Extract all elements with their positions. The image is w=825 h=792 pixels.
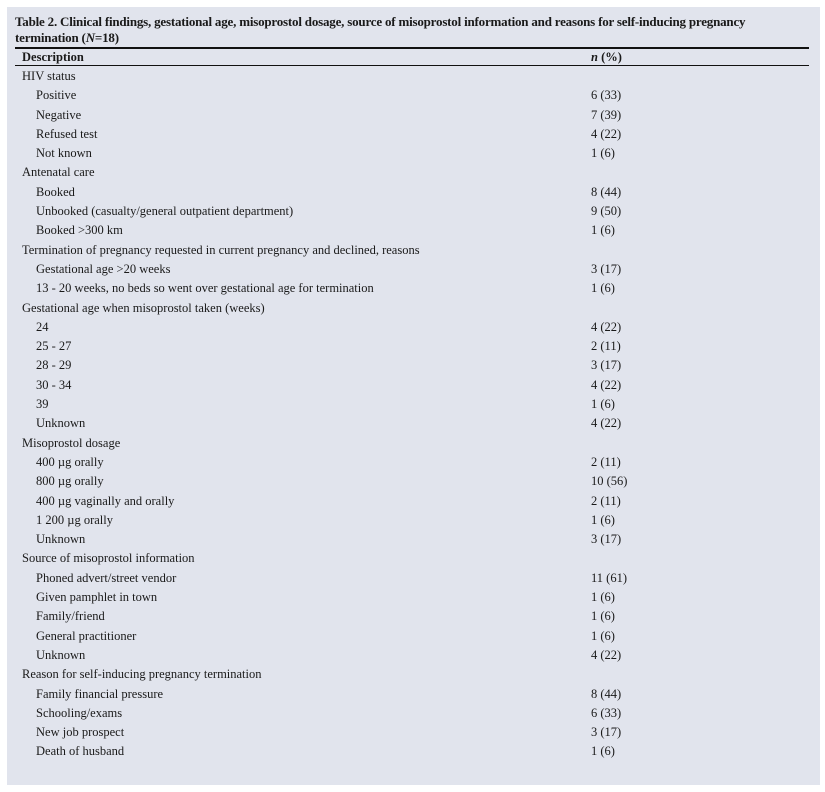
table-row [0,414,825,433]
header-pct: (%) [597,50,622,64]
row-value: 2 (11) [591,339,621,354]
row-label: Family financial pressure [36,686,164,701]
row-label: Schooling/exams [36,705,123,720]
table-row [0,356,825,375]
row-value: 1 (6) [591,744,615,759]
row-value: 1 (6) [591,281,615,296]
table-row [0,704,825,723]
table-row [0,221,825,240]
row-label: Given pamphlet in town [36,590,158,605]
table-category-row [0,665,825,684]
row-value: 4 (22) [591,647,622,662]
row-label: 25 - 27 [36,339,72,354]
row-value: 8 (44) [591,686,622,701]
table-row [0,646,825,665]
row-value: 1 (6) [591,609,615,624]
row-value: 3 (17) [591,358,622,373]
table-row [0,125,825,144]
row-label: Termination of pregnancy requested in current pregnancy and declined, reasons [22,242,420,257]
row-value: 6 (33) [591,88,622,103]
row-value: 7 (39) [591,107,622,122]
header-n: n [591,50,598,64]
row-value: 3 (17) [591,532,622,547]
table-category-row [0,549,825,568]
table-row [0,202,825,221]
row-label: Family/friend [36,609,105,624]
table-row [0,453,825,472]
row-value: 3 (17) [591,725,622,740]
table-row [0,492,825,511]
table-row [0,318,825,337]
row-label: Unbooked (casualty/general outpatient department) [36,204,294,219]
row-label: Gestational age when misoprostol taken (weeks) [22,300,265,315]
header-n-pct [591,49,622,65]
table-row [0,607,825,626]
table-row [0,685,825,704]
row-label: Not known [36,146,92,161]
table-row [0,86,825,105]
row-value: 1 (6) [591,590,615,605]
row-label: Death of husband [36,744,125,759]
row-value: 4 (22) [591,126,622,141]
table-row [0,260,825,279]
row-value: 11 (61) [591,570,627,585]
table-row [0,106,825,125]
header-top-rule [15,47,809,49]
table-row [0,395,825,414]
row-label: Unknown [36,416,86,431]
row-value: 1 (6) [591,146,615,161]
row-label: Positive [36,88,77,103]
table-title [15,14,805,46]
title-n: N [85,30,95,45]
row-label: Unknown [36,647,86,662]
row-value: 8 (44) [591,184,622,199]
row-label: Booked >300 km [36,223,123,238]
table-category-row [0,299,825,318]
table-row [0,144,825,163]
row-label: Refused test [36,126,98,141]
row-value: 6 (33) [591,705,622,720]
row-label: Gestational age >20 weeks [36,261,171,276]
table-row [0,183,825,202]
row-label: HIV status [22,69,76,83]
table-row [0,279,825,298]
header-description: Description [22,50,84,64]
row-label: Misoprostol dosage [22,435,121,450]
row-value: 1 (6) [591,397,615,412]
table-row [0,569,825,588]
row-label: New job prospect [36,725,125,740]
title-end: =18) [94,30,119,45]
row-label: Antenatal care [22,165,95,180]
row-value: 1 (6) [591,628,615,643]
row-value: 1 (6) [591,223,615,238]
row-value: 3 (17) [591,261,622,276]
row-label: 28 - 29 [36,358,72,373]
row-value: 10 (56) [591,474,628,489]
table-row [0,337,825,356]
row-label: 800 µg orally [36,474,104,489]
table-row [0,723,825,742]
table-row [0,376,825,395]
table-category-row [0,163,825,182]
table-row [0,511,825,530]
table-row [0,472,825,491]
row-value: 9 (50) [591,204,622,219]
row-label: 400 µg orally [36,454,104,469]
table-row [0,588,825,607]
row-label: Reason for self-inducing pregnancy termination [22,667,262,682]
row-label: 400 µg vaginally and orally [36,493,175,508]
table-row [0,530,825,549]
row-label: 1 200 µg orally [36,512,113,527]
table-row [0,742,825,761]
row-label: 39 [36,397,49,412]
row-value: 1 (6) [591,512,615,527]
row-value: 4 (22) [591,416,622,431]
row-label: 30 - 34 [36,377,72,392]
row-value: 2 (11) [591,454,621,469]
row-value: 4 (22) [591,319,622,334]
row-label: 13 - 20 weeks, no beds so went over gestational age for termination [36,281,374,296]
row-value: 4 (22) [591,377,622,392]
row-label: Source of misoprostol information [22,551,195,566]
header-bottom-rule [15,65,809,66]
table-body [0,67,825,762]
row-label: Unknown [36,532,86,547]
row-label: 24 [36,319,49,334]
table-category-row [0,434,825,453]
table-row [0,627,825,646]
row-label: Phoned advert/street vendor [36,570,177,585]
row-label: Booked [36,184,75,199]
row-label: General practitioner [36,628,137,643]
row-label: Negative [36,107,82,122]
table-category-row [0,241,825,260]
title-text: Table 2. Clinical findings, gestational age, misoprostol dosage, source of misoprostol information and reasons for self-inducing pregnancy termination ( [15,14,746,45]
row-value: 2 (11) [591,493,621,508]
table-category-row [0,67,825,86]
